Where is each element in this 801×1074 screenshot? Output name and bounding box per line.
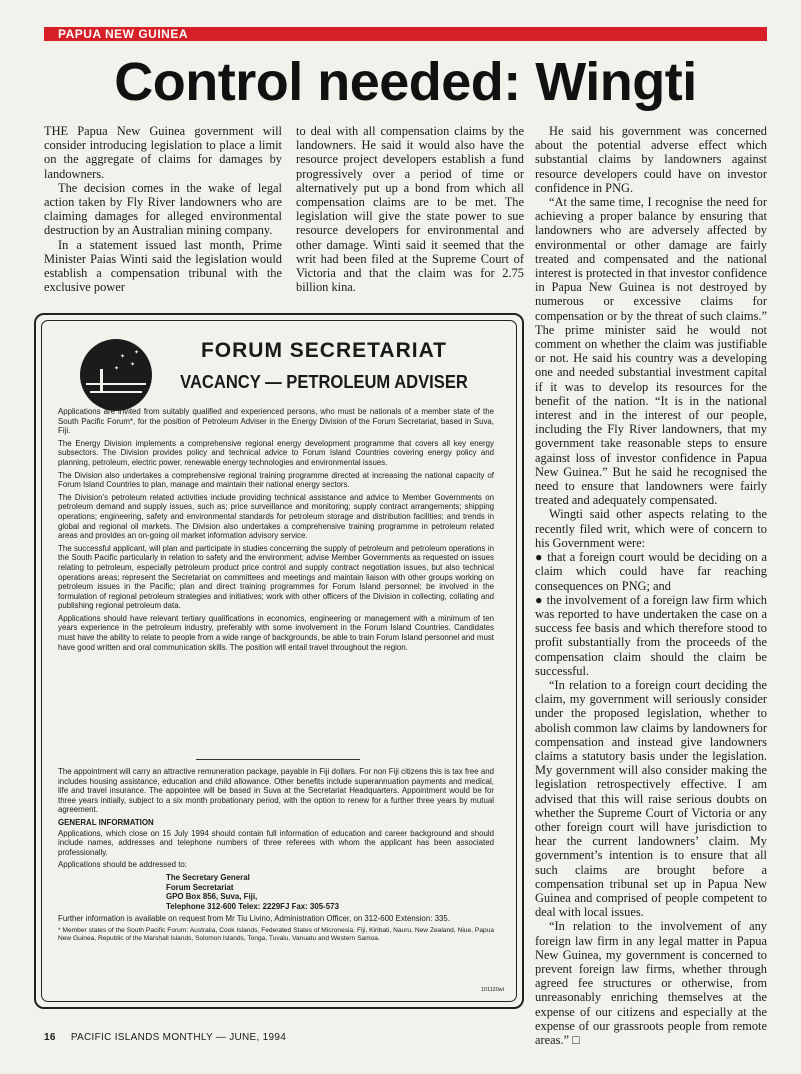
address-line: The Secretary General [166, 872, 250, 882]
ad-body [58, 407, 494, 655]
ad-paragraph: Applications are invited from suitably qualified and experienced persons, who must be nationals of a member state of the South Pacific Forum*, for the position of Petroleum Adviser in the Energy Division of the Forum Secretariat, based in Suva, Fiji. [58, 407, 494, 436]
paragraph: “In relation to the involvement of any foreign law firm in any legal matter in Papua New Guinea, my government is concerned to prevent foreign law firms, whether through agreed fee structures or otherwise, from unreasonably enriching themselves at the expense of our citizens and especially at the expense of our grassroots people from remote areas.” □ [535, 919, 767, 1047]
publication-name: PACIFIC ISLANDS MONTHLY — JUNE, 1994 [70, 1032, 287, 1043]
ad-paragraph: The Division’s petroleum related activities include providing technical assistance and advice to Member Governments on petroleum demand and supply issues, such as; price surveillance and monitoring; supply contract arrangements; shipping operations; engineering, safety and environmental standards for petroleum storage and distribution facilities; and trends in global and regional oil markets. The Division also undertakes a comprehensive training programme in petroleum related areas and provides an on-going oil market information advisory service. [58, 492, 494, 541]
paragraph: The decision comes in the wake of legal action taken by Fly River landowners who are claiming damages for alleged environmental destruction by an Australian mining company. [44, 180, 282, 238]
article-column-3 [535, 124, 767, 1047]
address-line: Telephone 312-600 Telex: 2229FJ Fax: 305-573 [166, 901, 339, 911]
paragraph: to deal with all compensation claims by the landowners. He said it would also have the resource project developers establish a fund progressively over a period of time or alternatively put up a bond from which all compensation claims are to be met. The legislation will give the state power to sue resource developers for environmental and other damage. Winti said it seemed that the writ had been filed at the Supreme Court of Victoria and that the claim was for 2.75 billion kina. [296, 124, 524, 295]
bullet-item: ● that a foreign court would be deciding on a claim which could have far reaching consequences on PNG; and [535, 550, 767, 593]
ad-paragraph: The Division also undertakes a comprehensive regional training programme directed at increasing the national capacity of Forum Island Countries to plan, manage and maintain their national energy sectors. [58, 470, 494, 490]
ad-vacancy: VACANCY — PETROLEUM ADVISER [180, 372, 468, 392]
star-icon: ✦ [130, 362, 136, 368]
ad-paragraph: Further information is available on request from Mr Tiu Livino, Administration Officer, on 312-600 Extension: 335. [58, 914, 450, 924]
palm-tree-icon [100, 369, 103, 393]
paragraph: THE Papua New Guinea government will consider introducing legislation to place a limit on the aggregate of claims for damages by landowners. [44, 124, 282, 181]
ad-paragraph: The Energy Division implements a comprehensive regional energy development programme that covers all key energy subsectors. The Division provides policy and technical advice to Forum Island Countries covering energy policy and planning, petroleum, electric power, renewable energy technologies and environmental issues. [58, 438, 494, 467]
ad-footnote: * Member states of the South Pacific Forum: Australia, Cook Islands, Federated States of Micronesia, Fiji, Kiribati, Nauru, New Zealand, Niue, Papua New Guinea, Republic of the Marshall Islands, Solomon Islands, Tonga, Tuvalu, Vanuatu and Western Samoa. [58, 926, 494, 942]
ad-terms [58, 767, 494, 946]
ad-title: FORUM SECRETARIAT [200, 339, 448, 362]
bullet-item: ● the involvement of a foreign law firm which was reported to have undertaken the case on a success fee basis and which therefore stood to profit substantially from the proceeds of the compensation claim should the claim be successful. [535, 593, 767, 678]
star-icon: ✦ [120, 354, 126, 360]
address-line: GPO Box 856, Suva, Fiji, [166, 892, 258, 902]
headline: Control needed: Wingti [114, 52, 697, 112]
ad-divider [196, 759, 360, 760]
job-advertisement [34, 313, 524, 1009]
article-column-1 [44, 124, 282, 294]
paragraph: He said his government was concerned about the potential adverse effect which substantial claims by landowners against resource developers could have on investor confidence in PNG. [535, 124, 767, 195]
ad-subheading: GENERAL INFORMATION [58, 817, 154, 827]
star-icon: ✦ [134, 350, 140, 356]
section-banner [44, 27, 767, 41]
paragraph: Wingti said other aspects relating to the recently filed writ, which were of concern to his Government were: [535, 507, 767, 550]
ad-paragraph: Applications, which close on 15 July 1994 should contain full information of education and career background and should include names, addresses and telephone numbers of three referees with whom the applicant has been associated professionally. [58, 828, 494, 857]
wave-line [90, 391, 142, 393]
ad-paragraph: The appointment will carry an attractive remuneration package, payable in Fiji dollars. For non Fiji citizens this is tax free and includes housing assistance, education and child allowance. Other benefits include superannuation payments and medical, life and travel insurance. The appointee will be based in Suva at the Secretariat Headquarters. Appointment would be for three years initially, subject to a six month probationary period, with the option to renew for a further three years by mutual agreement. [58, 767, 494, 815]
ad-address [58, 873, 494, 911]
forum-logo-icon [80, 339, 152, 411]
address-line: Forum Secretariat [166, 882, 234, 892]
paragraph: In a statement issued last month, Prime Minister Paias Winti said the legislation would establish a compensation tribunal with the exclusive power [44, 237, 282, 295]
wave-line [86, 383, 146, 385]
paragraph: “At the same time, I recognise the need for achieving a proper balance by ensuring that landowners who are adversely affected by environmental or other damage are fairly treated and compensated and the national interest is protected in that investor confidence in Papua New Guinea is not destroyed by numerous or excessive claims for compensation or by the threat of such claims.” The prime minister said he would not comment on whether the claim was justifiable or not. He said his country was a developing one and needed substantial investment capital if it was to develop its resources for the benefit of the nation. “It is in the national interest and in the interest of our people, including the Fly River landowners, that my government take reasonable steps to ensure against loss of investor confidence in Papua New Guinea.” But he said he recognised the need to ensure that landowners were fairly treated and adequately compensated. [535, 195, 767, 508]
page-footer [44, 1032, 286, 1043]
ad-paragraph: Applications should have relevant tertiary qualifications in economics, engineering or management with a minimum of ten years experience in the petroleum industry, preferably with some involvement in the Forum Island Countries. Candidates must have the ability to relate to people from a wide range of backgrounds, be able to train Forum Island personnel and must have good written and oral communication skills. The position will entail travel throughout the region. [58, 613, 494, 652]
section-label: PAPUA NEW GUINEA [58, 27, 189, 41]
ad-paragraph: The successful applicant, will plan and participate in studies concerning the supply of petroleum and petroleum operations in the South Pacific particularly in relation to safety and the environment; advise Member Governments as requested on issues relating to petroleum, especially petroleum product price control and supply contract negotiation issues, but also technical operations areas; represent the Secretariat on committees and meetings and maintain liaison with other groups working on petroleum issues in the Pacific; plan and direct training programmes for Forum Island personnel; be involved in the formulation of regional petroleum strategies and initiatives; work with other officers of the Division in collecting, collating and publishing regional petroleum data. [58, 543, 494, 611]
article-column-2 [296, 124, 524, 294]
ad-paragraph: Applications should be addressed to: [58, 860, 187, 870]
ad-reference-code: 101120wl [480, 987, 504, 993]
star-icon: ✦ [114, 366, 120, 372]
page-number: 16 [44, 1032, 56, 1043]
paragraph: “In relation to a foreign court deciding the claim, my government will seriously consider under the proposed legislation, whether to abolish common law claims by landowners for compensation and instead give landowners claims a statutory basis under the legislation. My government will also consider making the legislation retrospectively effective. I am advised that this will raise serious doubts on whether the Supreme Court of Victoria or any other foreign court will have jurisdiction to hear the current landowners’ claim. My government’s intention is to ensure that all such claims are brought before a compensation tribunal set up in Papua New Guinea and comprised of people competent to deal with local issues. [535, 677, 767, 920]
